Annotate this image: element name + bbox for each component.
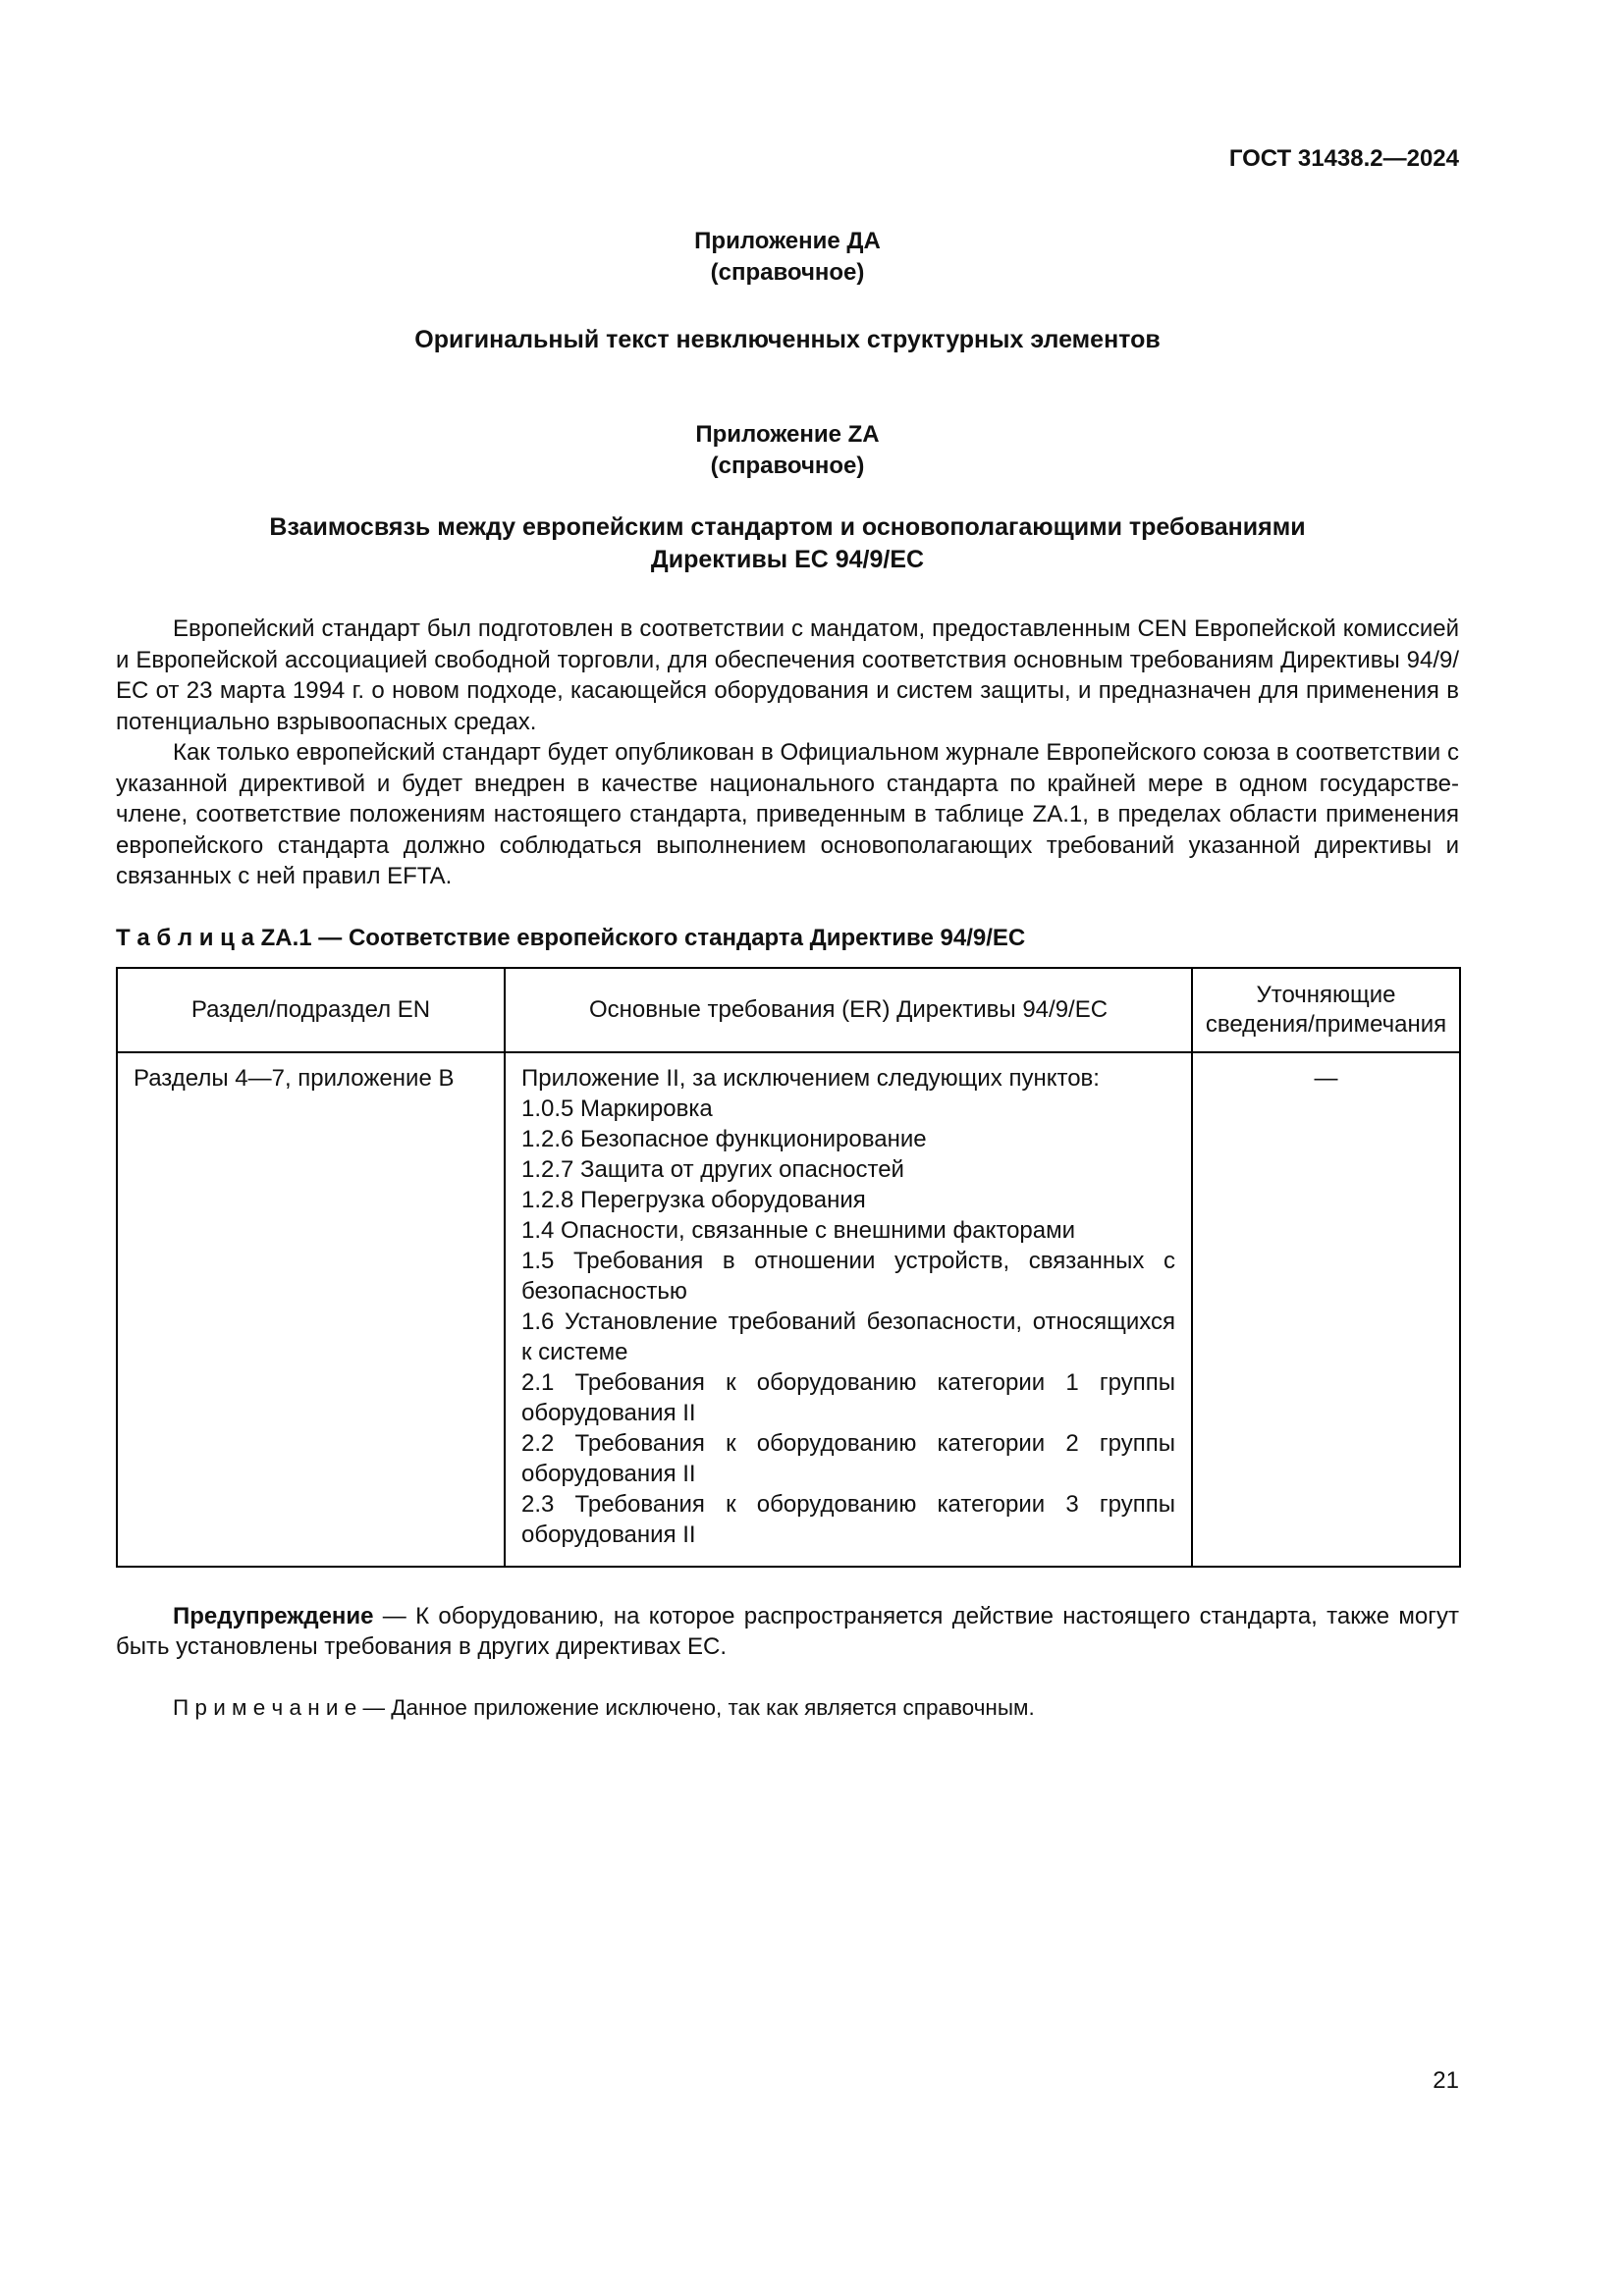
appendix-za-title-block — [116, 419, 1459, 482]
warning-paragraph — [116, 1601, 1459, 1663]
paragraph-1: Европейский стандарт был подготовлен в соответствии с мандатом, предоставленным CEN Европейской комиссией и Европейской ассоциацией свободной торговли, для обеспечения соответствия основным требованиям Директивы 94/9/ЕС от 23 марта 1994 г. о новом подходе, касающейся оборудования и систем защиты, и предназначен для применения в потенциально взрывоопасных средах. — [116, 615, 1459, 735]
appendix-za-heading — [116, 511, 1459, 576]
appendix-za-heading-line1: Взаимосвязь между европейским стандартом и основополагающими требованиями — [269, 513, 1306, 541]
warning-text: — К оборудованию, на которое распространяется действие настоящего стандарта, также могут быть установлены требования в других директивах ЕС. — [116, 1602, 1459, 1660]
requirement-line: 1.2.8 Перегрузка оборудования — [521, 1186, 866, 1213]
requirement-line: 1.6 Установление требований безопасности, относящихся к системе — [521, 1308, 1175, 1365]
table-caption: Т а б л и ц а ZA.1 — Соответствие европейского стандарта Директиве 94/9/ЕС — [116, 924, 1026, 951]
page-content — [116, 145, 1459, 1723]
page-number: 21 — [1433, 2067, 1459, 2094]
requirement-line: 1.4 Опасности, связанные с внешними факторами — [521, 1216, 1076, 1244]
paragraph-2: Как только европейский стандарт будет опубликован в Официальном журнале Европейского союза в соответствии с указанной директивой и будет внедрен в качестве национального стандарта по крайней мере в одном государстве-члене, соответствие положениям настоящего стандарта, приведенным в таблице ZA.1, в пределах области применения европейского стандарта должно соблюдаться выполнением основополагающих требований указанной директивы и связанных с ней правил EFTA. — [116, 739, 1459, 889]
requirement-line: Приложение II, за исключением следующих пунктов: — [521, 1064, 1100, 1092]
appendix-za-title: Приложение ZA — [695, 421, 880, 448]
note-text: — Данное приложение исключено, так как является справочным. — [356, 1694, 1035, 1720]
table-header-notes: Уточняющие сведения/примечания — [1192, 968, 1460, 1052]
warning-label: Предупреждение — [173, 1602, 374, 1629]
document-code: ГОСТ 31438.2—2024 — [1228, 145, 1459, 172]
cell-requirements — [505, 1052, 1192, 1567]
appendix-za-heading-line2: Директивы ЕС 94/9/ЕС — [650, 546, 925, 573]
table-header-requirements: Основные требования (ER) Директивы 94/9/ЕС — [505, 968, 1192, 1052]
requirement-line: 1.2.6 Безопасное функционирование — [521, 1125, 927, 1152]
table-header-section: Раздел/подраздел EN — [117, 968, 505, 1052]
appendix-da-title: Приложение ДА — [694, 228, 881, 254]
table-za1 — [116, 967, 1461, 1568]
cell-notes: — — [1192, 1052, 1460, 1567]
appendix-za-subtitle: (справочное) — [710, 453, 865, 479]
appendix-da-heading: Оригинальный текст невключенных структурных элементов — [414, 326, 1161, 353]
note-paragraph — [116, 1692, 1459, 1724]
requirement-line: 1.2.7 Защита от других опасностей — [521, 1155, 904, 1183]
table-row — [117, 1052, 1460, 1567]
table-header-row — [117, 968, 1460, 1052]
requirement-line: 2.1 Требования к оборудованию категории 1 группы оборудования II — [521, 1368, 1175, 1426]
requirement-line: 1.5 Требования в отношении устройств, связанных с безопасностью — [521, 1247, 1175, 1305]
appendix-da-subtitle: (справочное) — [710, 259, 865, 286]
requirement-line: 1.0.5 Маркировка — [521, 1095, 713, 1122]
note-label: П р и м е ч а н и е — [173, 1694, 357, 1720]
requirement-line: 2.3 Требования к оборудованию категории 3 группы оборудования II — [521, 1490, 1175, 1548]
appendix-da-title-block — [116, 226, 1459, 289]
requirement-line: 2.2 Требования к оборудованию категории 2 группы оборудования II — [521, 1429, 1175, 1487]
cell-section: Разделы 4—7, приложение В — [117, 1052, 505, 1567]
